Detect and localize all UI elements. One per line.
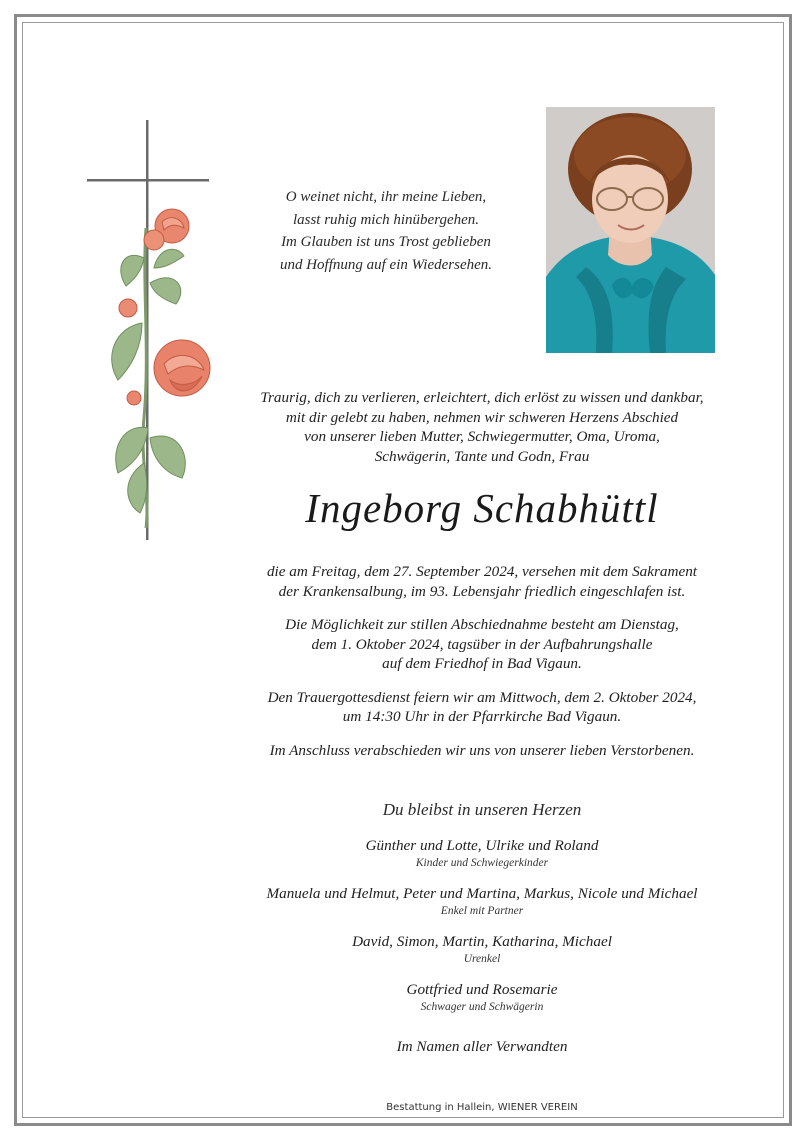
portrait-photo (546, 107, 715, 353)
funeral-home-footer: Bestattung in Hallein, WIENER VEREIN (386, 1102, 578, 1113)
family-relation: Kinder und Schwiegerkinder (415, 857, 549, 869)
intro-line: mit dir gelebt zu haben, nehmen wir schweren Herzens Abschied (285, 408, 679, 426)
poem-line: lasst ruhig mich hinübergehen. (292, 211, 480, 228)
service-paragraph (232, 688, 732, 727)
text-line: der Krankensalbung, im 93. Lebensjahr friedlich eingeschlafen ist. (278, 582, 686, 600)
farewell-paragraph (232, 615, 732, 674)
memorial-poem (236, 186, 536, 276)
family-group (232, 884, 732, 918)
text-line: die am Freitag, dem 27. September 2024, versehen mit dem Sakrament (266, 563, 698, 580)
family-relation: Urenkel (463, 953, 501, 965)
remembrance-heading: Du bleibst in unseren Herzen (382, 800, 582, 819)
poem-line: Im Glauben ist uns Trost geblieben (281, 234, 491, 250)
family-names: Günther und Lotte, Ulrike und Roland (365, 837, 599, 854)
family-names: David, Simon, Martin, Katharina, Michael (352, 933, 612, 950)
intro-line: Traurig, dich zu verlieren, erleichtert, dich erlöst zu wissen und dankbar, (260, 389, 704, 406)
intro-text (232, 388, 732, 466)
intro-line: Schwägerin, Tante und Godn, Frau (374, 447, 590, 465)
text-line: Im Anschluss verabschieden wir uns von unserer lieben Verstorbenen. (269, 741, 695, 759)
family-group (232, 980, 732, 1014)
poem-line: O weinet nicht, ihr meine Lieben, (285, 189, 487, 205)
family-relation: Schwager und Schwägerin (420, 1001, 544, 1013)
intro-line: von unserer lieben Mutter, Schwiegermutter, Oma, Uroma, (304, 428, 660, 445)
cross-with-roses-icon (84, 118, 229, 543)
family-relation: Enkel mit Partner (440, 905, 524, 917)
text-line: um 14:30 Uhr in der Pfarrkirche Bad Vigaun. (342, 708, 622, 725)
closing-line: Im Namen aller Verwandten (396, 1038, 568, 1055)
family-names: Manuela und Helmut, Peter und Martina, Markus, Nicole und Michael (266, 885, 698, 902)
text-line: dem 1. Oktober 2024, tagsüber in der Aufbahrungshalle (311, 635, 653, 653)
poem-line: und Hoffnung auf ein Wiedersehen. (279, 256, 493, 273)
burial-paragraph (232, 741, 732, 761)
family-list (232, 836, 732, 1028)
death-paragraph (232, 562, 732, 601)
family-group (232, 836, 732, 870)
announcement-body (232, 562, 732, 774)
family-group (232, 932, 732, 966)
text-line: auf dem Friedhof in Bad Vigaun. (382, 655, 582, 672)
family-names: Gottfried und Rosemarie (406, 981, 558, 998)
deceased-name: Ingeborg Schabhüttl (305, 485, 659, 531)
text-line: Die Möglichkeit zur stillen Abschiednahme besteht am Dienstag, (285, 616, 679, 633)
text-line: Den Trauergottesdienst feiern wir am Mittwoch, dem 2. Oktober 2024, (267, 688, 697, 706)
